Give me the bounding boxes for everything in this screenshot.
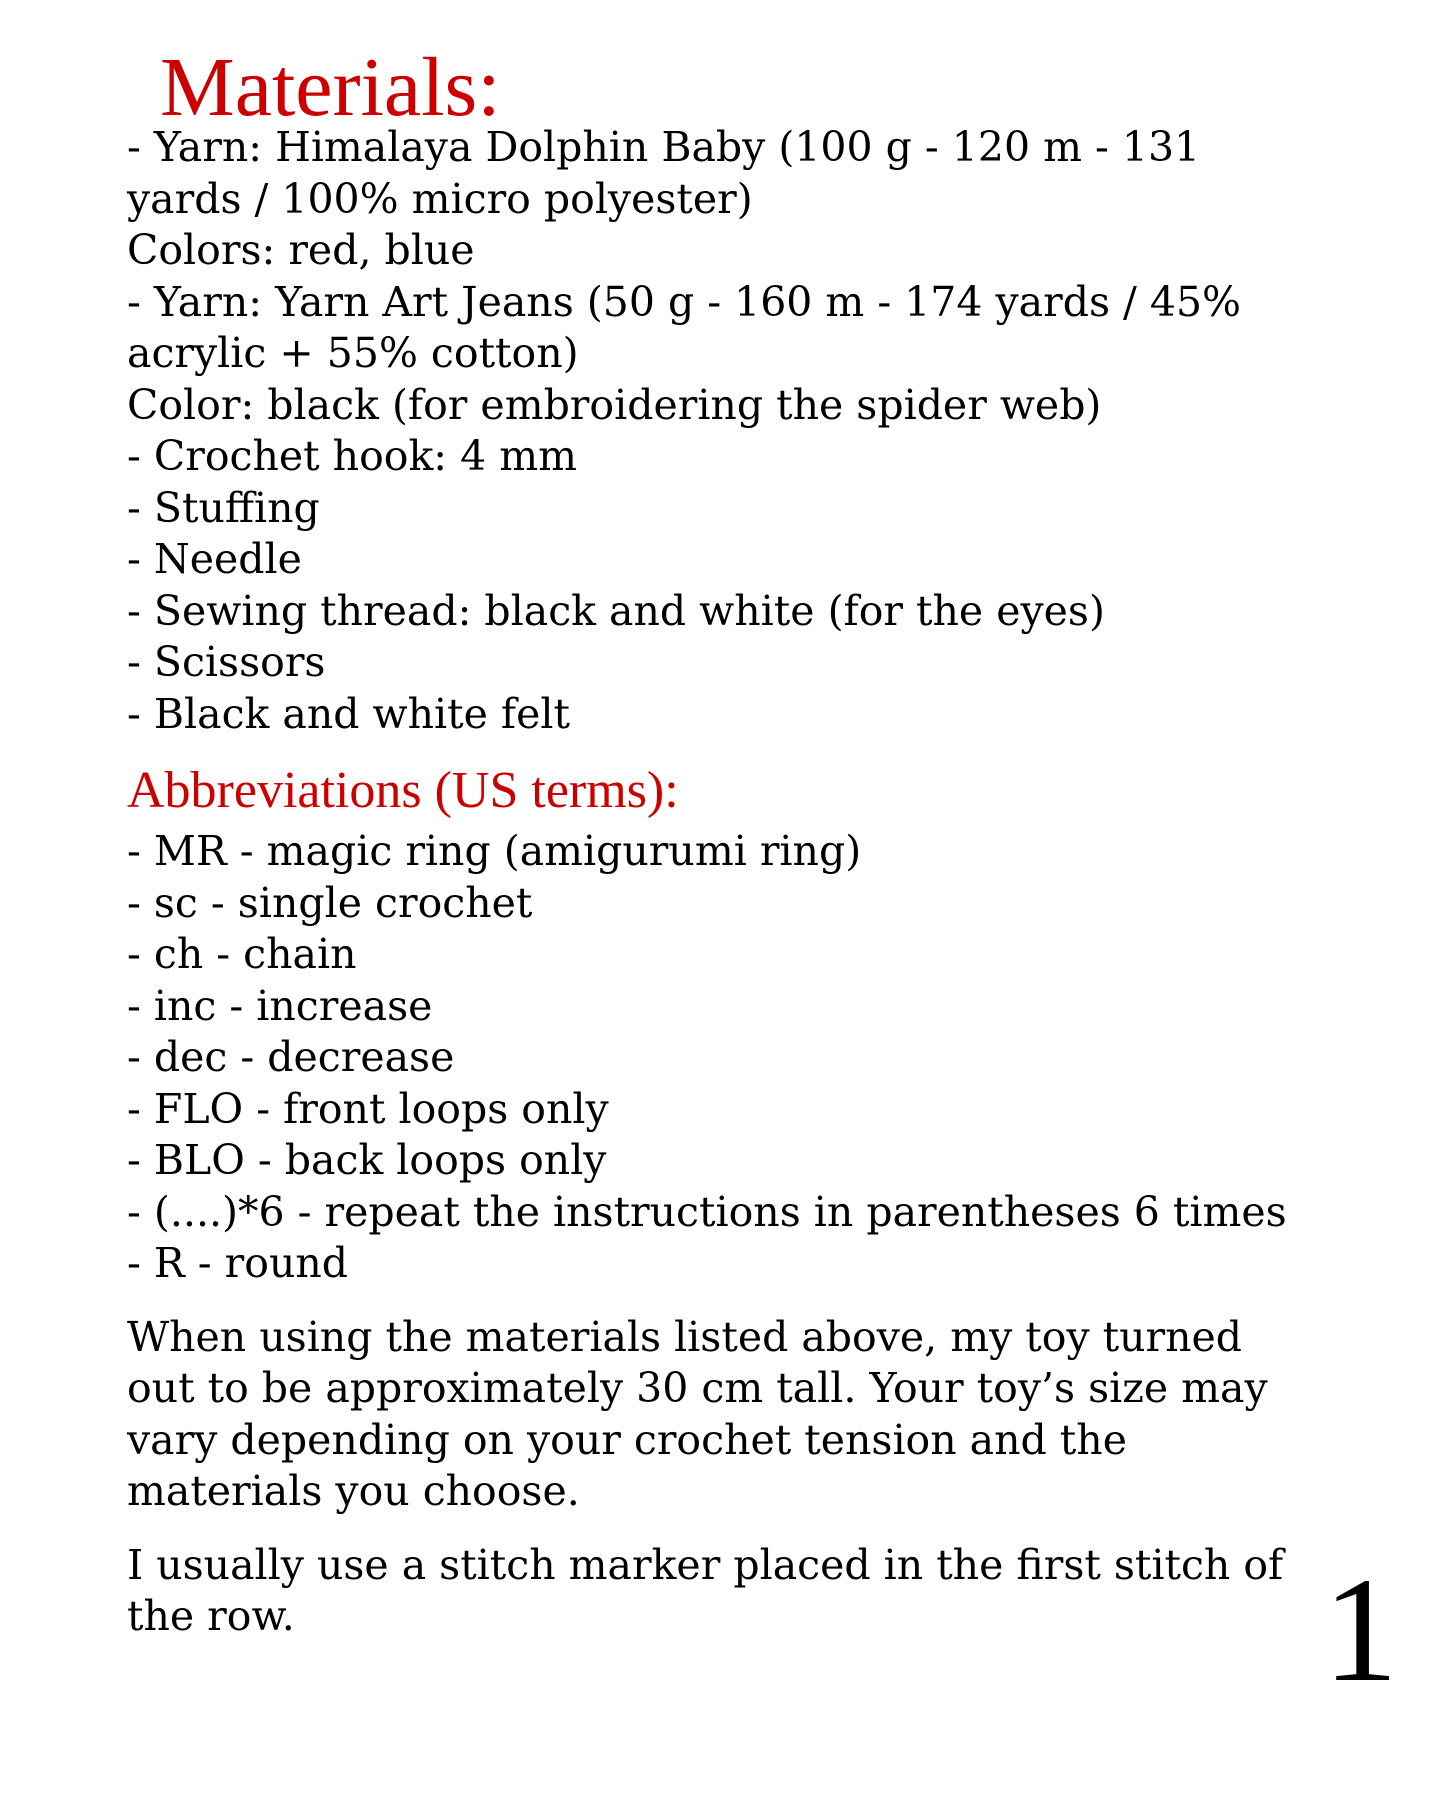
materials-line: - Sewing thread: black and white (for the eyes) [127,586,1105,635]
abbreviation-line: - dec - decrease [127,1033,455,1081]
abbreviation-line: - R - round [127,1239,349,1287]
abbreviation-line: - inc - increase [127,981,433,1030]
materials-line: acrylic + 55% cotton) [127,329,579,377]
materials-line: yards / 100% micro polyester) [127,174,753,223]
materials-line: - Scissors [127,638,326,686]
abbreviations-heading: Abbreviations (US terms): [127,762,679,819]
materials-line: - Stuffing [127,483,320,532]
materials-line: - Yarn: Himalaya Dolphin Baby (100 g - 120 m - 131 [127,123,1201,171]
abbreviation-line: - MR - magic ring (amigurumi ring) [127,827,862,875]
abbreviations-list [127,826,1287,1290]
materials-heading: Materials: [160,41,501,134]
materials-line: - Needle [127,535,302,583]
abbreviation-line: - ch - chain [127,930,357,978]
abbreviation-line: - FLO - front loops only [127,1084,609,1133]
size-note-paragraph: When using the materials listed above, my toy turned out to be approximately 30 cm tall. Your toy’s size may vary depending on your crochet tension and the materials you choose. [127,1312,1268,1515]
abbreviation-line: - BLO - back loops only [127,1136,607,1184]
abbreviation-line: - sc - single crochet [127,878,533,927]
document-body [127,122,1287,1643]
abbreviation-line: - (....)*6 - repeat the instructions in parentheses 6 times [127,1187,1287,1236]
materials-list [127,122,1287,740]
materials-line: Colors: red, blue [127,226,475,274]
materials-line: - Black and white felt [127,689,570,738]
materials-line: Color: black (for embroidering the spider web) [127,380,1102,429]
page-number: 1 [1323,1547,1398,1713]
materials-line: - Crochet hook: 4 mm [127,432,578,480]
materials-line: - Yarn: Yarn Art Jeans (50 g - 160 m - 174 yards / 45% [127,277,1242,326]
stitch-marker-paragraph: I usually use a stitch marker placed in the first stitch of the row. [127,1540,1284,1640]
